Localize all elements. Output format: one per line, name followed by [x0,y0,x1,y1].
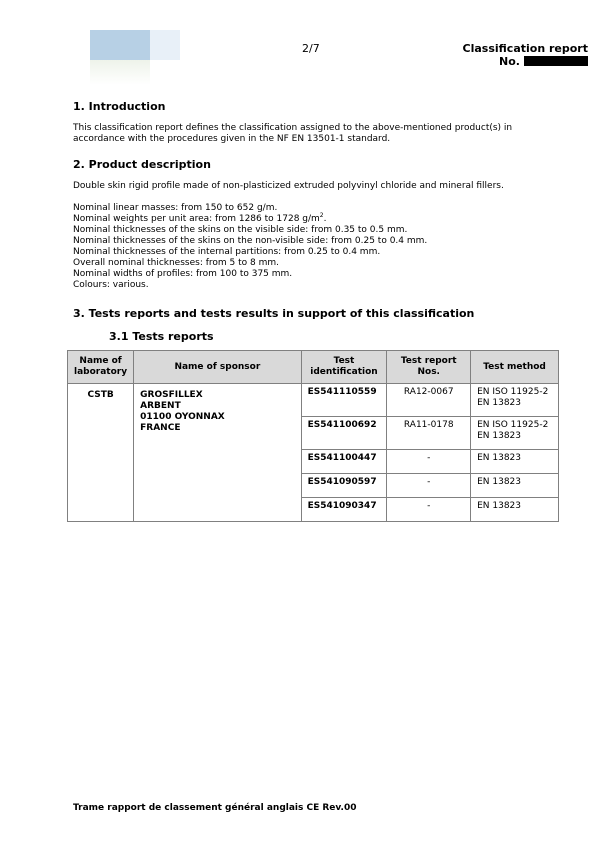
table-header-row [68,351,559,384]
spec-skins-nonvisible: Nominal thicknesses of the skins on the non-visible side: from 0.25 to 0.4 mm. [73,236,428,246]
test-report-cell: - [387,450,471,474]
test-method-cell: EN 13823 [471,474,559,498]
classification-header [463,42,588,68]
spec-weights [73,214,560,225]
col-sponsor: Name of sponsor [134,351,301,384]
test-method-cell [471,384,559,417]
logo-block-fade [90,60,150,85]
col-report: Test report Nos. [387,351,471,384]
spec-skins-visible: Nominal thicknesses of the skins on the visible side: from 0.35 to 0.5 mm. [73,225,408,235]
company-logo [90,30,180,85]
tests-heading: 3. Tests reports and tests results in support of this classification [73,307,475,320]
test-id-cell: ES541090347 [301,498,387,522]
intro-heading: 1. Introduction [73,100,166,113]
page-number: 2/7 [302,42,320,55]
test-report-cell: RA11-0178 [387,417,471,450]
test-report-cell: - [387,498,471,522]
page-footer: Trame rapport de classement général anglais CE Rev.00 [73,803,357,813]
spec-widths: Nominal widths of profiles: from 100 to 375 mm. [73,269,293,279]
classification-title: Classification report [462,42,588,55]
redacted-number [524,56,588,66]
product-specs [73,203,560,291]
sponsor-cell [134,384,301,522]
method-line: EN ISO 11925-2 [477,387,549,397]
product-description: Double skin rigid profile made of non-plasticized extruded polyvinyl chloride and mineral fillers. [73,181,504,191]
test-id-cell: ES541100447 [301,450,387,474]
logo-block-light [150,30,180,60]
logo-block-blue [90,30,150,60]
tests-table [67,350,559,522]
test-method-cell: EN 13823 [471,450,559,474]
report-number-label: No. [499,55,520,68]
laboratory-cell: CSTB [68,384,134,522]
spec-overall: Overall nominal thicknesses: from 5 to 8 mm. [73,258,279,268]
test-method-cell [471,417,559,450]
spec-linear-masses: Nominal linear masses: from 150 to 652 g/m. [73,203,278,213]
spec-weights-suffix: . [323,214,327,224]
intro-text: This classification report defines the classification assigned to the above-mentioned product(s) in accordance with the procedures given in the NF EN 13501-1 standard. [73,123,513,144]
spec-weights-sup: 2 [319,212,324,219]
method-line: EN 13823 [477,431,522,441]
table-row [68,384,559,417]
test-report-cell: RA12-0067 [387,384,471,417]
spec-colours: Colours: various. [73,280,149,290]
col-test-id: Test identification [301,351,387,384]
sponsor-line: 01100 OYONNAX [140,412,225,422]
method-line: EN 13823 [477,398,522,408]
col-method: Test method [471,351,559,384]
tests-subheading: 3.1 Tests reports [109,330,214,343]
test-id-cell: ES541110559 [301,384,387,417]
page-content [73,100,560,522]
test-method-cell: EN 13823 [471,498,559,522]
col-laboratory: Name of laboratory [68,351,134,384]
report-number-line [463,55,588,68]
spec-weights-text: Nominal weights per unit area: from 1286 to 1728 g/m [73,214,320,224]
product-heading: 2. Product description [73,158,211,171]
test-id-cell: ES541090597 [301,474,387,498]
sponsor-line: FRANCE [140,423,181,433]
test-id-cell: ES541100692 [301,417,387,450]
spec-partitions: Nominal thicknesses of the internal partitions: from 0.25 to 0.4 mm. [73,247,381,257]
sponsor-line: GROSFILLEX [140,390,203,400]
sponsor-line: ARBENT [140,401,181,411]
test-report-cell: - [387,474,471,498]
method-line: EN ISO 11925-2 [477,420,549,430]
